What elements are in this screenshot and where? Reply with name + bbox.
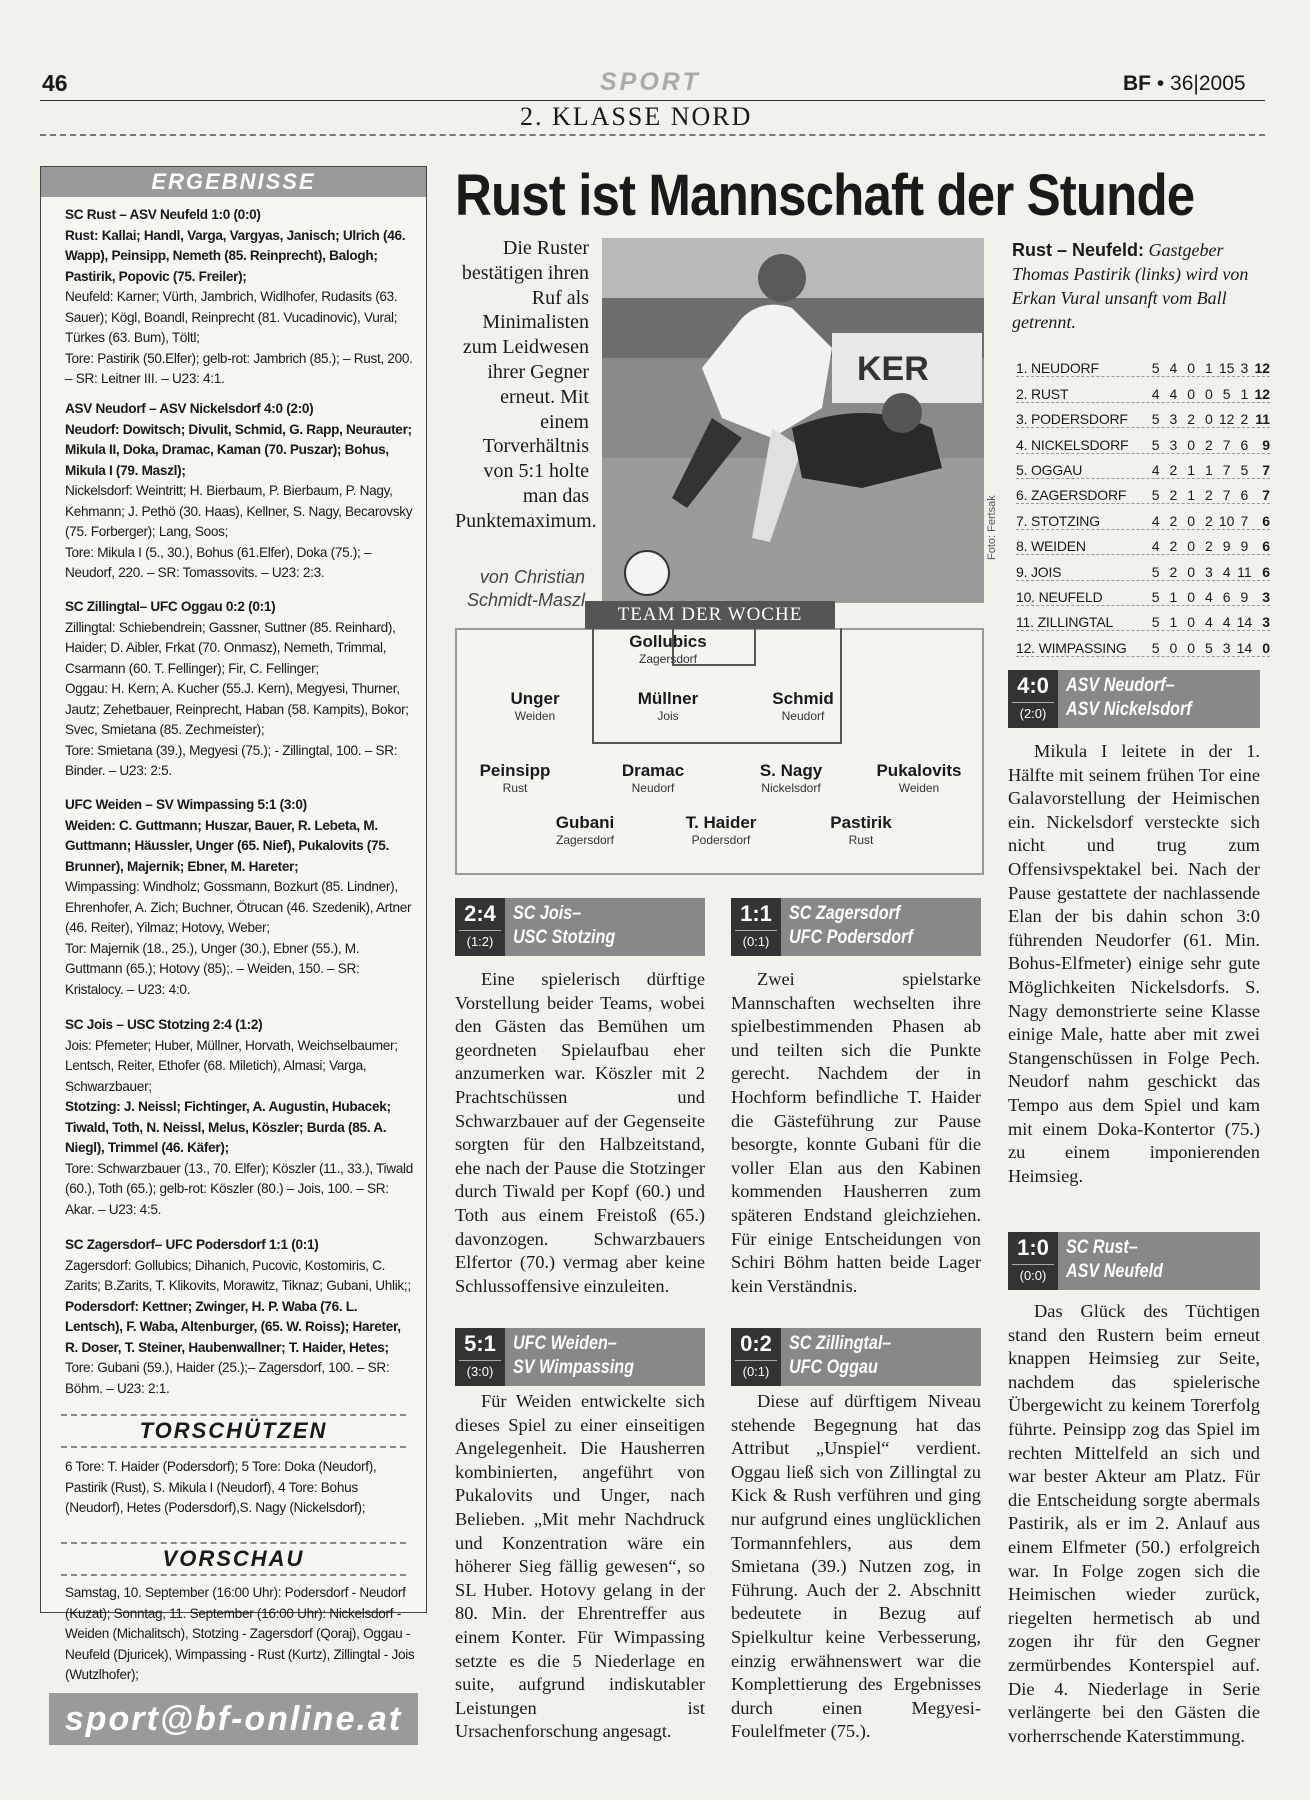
- standings-u: 0: [1187, 639, 1195, 656]
- report-team-away: ASV Neufeld: [1066, 1261, 1163, 1282]
- page-number: 46: [42, 70, 68, 96]
- standings-team: [1016, 462, 1147, 478]
- standings-tp: 15: [1218, 360, 1235, 377]
- final-score: 2:4: [464, 901, 496, 926]
- report-text: Das Glück des Tüchtigen stand den Rustern beim erneut knappen Heimsieg zur Seite, nachdem das spielerische Übergewicht zu keinem Torerfolg führte. Peinsipp zog das Spiel im rechten Mittelfeld an sich und war bester Akteur am Platz. Für die Entscheidung sorgte abermals Pastirik, als er im 2. Anlauf aus einem Elfmeter (50.) erfolgreich war. In Folge zogen sich die Heimischen wieder zurück, riegelten hermetisch ab und zogen ihr für den Gegner zermürbendes Konterspiel auf. Die 4. Niederlage in Serie verlängerte bei den Gästen die vorherrschende Katerstimmung.: [1008, 1301, 1260, 1746]
- player-card: [786, 814, 936, 848]
- lineup-home: Rust: Kallai; Handl, Varga, Vargyas, Janisch; Ulrich (46. Wapp), Peinsipp, Nemeth (85. Reinprecht), Balogh; Pastirik, Popovic (75. Freiler);: [65, 227, 406, 284]
- standings-team-name: OGGAU: [1030, 461, 1083, 478]
- player-name: Pukalovits: [876, 761, 962, 780]
- standings-team-name: ZILLINGTAL: [1037, 614, 1114, 631]
- standings-team: [1016, 360, 1147, 376]
- standings-row: [1016, 555, 1270, 580]
- standings-sp: 4: [1151, 538, 1160, 555]
- match-result: [65, 795, 415, 1000]
- report-body: [1008, 740, 1260, 1188]
- score-box: [455, 1328, 705, 1386]
- standings-sp: 4: [1151, 512, 1160, 529]
- standings-team: [1016, 513, 1147, 529]
- report-body: [455, 1390, 705, 1744]
- halftime-score: (1:2): [459, 930, 501, 953]
- photo-credit: Foto: Fertsak: [986, 495, 998, 560]
- standings-s: 2: [1169, 563, 1178, 580]
- player-name: S. Nagy: [759, 761, 823, 780]
- report-team-home: ASV Neudorf–: [1066, 675, 1175, 696]
- match-info: Tore: Pastirik (50.Elfer); gelb-rot: Jambrich (85.); – Rust, 200. – SR: Leitner III. – U23: 4:1.: [65, 350, 413, 386]
- player-club: Jois: [657, 709, 679, 723]
- report-teams: [1066, 674, 1192, 722]
- scorers-title: TORSCHÜTZEN: [61, 1414, 406, 1448]
- standings-team-name: WEIDEN: [1030, 538, 1086, 555]
- player-name: Müllner: [637, 689, 699, 708]
- standings-rank: 3.: [1016, 411, 1028, 428]
- standings-tp: 9: [1222, 538, 1231, 555]
- standings-rank: 7.: [1016, 512, 1028, 529]
- match-heading: UFC Weiden – SV Wimpassing 5:1 (3:0): [65, 797, 307, 812]
- standings-team: [1016, 411, 1147, 427]
- standings-rank: 8.: [1016, 538, 1028, 555]
- standings-tp: 6: [1222, 588, 1231, 605]
- report-teams: [789, 902, 913, 950]
- standings-row: [1016, 428, 1270, 453]
- standings-s: 3: [1169, 411, 1178, 428]
- lineup-home: Weiden: C. Guttmann; Huszar, Bauer, R. Lebeta, M. Guttmann; Häussler, Unger (65. Nief), Pukalovits (75. Brunner), Majernik; Ebner, M. Hareter;: [65, 817, 390, 874]
- match-result: [65, 399, 415, 584]
- standings-n: 0: [1204, 411, 1213, 428]
- lineup-away: Wimpassing: Windholz; Gossmann, Bozkurt (85. Lindner), Ehrenhofer, A. Zich; Buchner, Ötrucan (46. Szedenik), Artner (46. Reiter), Yilmaz; Hotovy, Weber;: [65, 879, 412, 935]
- score-badge: [455, 898, 505, 956]
- score-box: [1008, 1232, 1260, 1290]
- final-score: 5:1: [464, 1331, 496, 1356]
- standings-n: 2: [1204, 512, 1213, 529]
- standings-row: [1016, 352, 1270, 377]
- standings-points: 7: [1262, 461, 1271, 478]
- standings-points: 3: [1262, 588, 1271, 605]
- issue-info: [1123, 72, 1246, 96]
- match-heading: ASV Neudorf – ASV Nickelsdorf 4:0 (2:0): [65, 401, 314, 416]
- standings-n: 0: [1204, 385, 1213, 402]
- player-club: Nickelsdorf: [761, 781, 821, 795]
- player-card: [728, 690, 878, 724]
- section-title: SPORT: [600, 68, 701, 96]
- standings-sp: 5: [1151, 588, 1160, 605]
- standings-s: 1: [1169, 588, 1178, 605]
- player-card: [844, 762, 994, 796]
- standings-tm: 6: [1240, 487, 1249, 504]
- standings-n: 4: [1204, 588, 1213, 605]
- standings-row: [1016, 377, 1270, 402]
- player-club: Neudorf: [781, 709, 825, 723]
- standings-tm: 9: [1240, 588, 1249, 605]
- standings-tm: 14: [1236, 639, 1253, 656]
- standings-u: 1: [1187, 487, 1195, 504]
- photo-caption: [1012, 238, 1274, 334]
- player-card: [578, 762, 728, 796]
- standings-tp: 5: [1222, 385, 1231, 402]
- contact-email-banner: sport@bf-online.at: [49, 1693, 418, 1745]
- score-box: [455, 898, 705, 956]
- report-team-home: SC Jois–: [513, 903, 582, 924]
- report-text: Eine spielerisch dürftige Vorstellung beider Teams, wobei den Gästen das Bemühen um geordneten Spielaufbau eher anzumerken war. Köszler mit 2 Prachtschüssen und Schwarzbauer auf der Gegenseite sorgten für den Halbzeitstand, ehe nach der Pause die Stotzinger durch Tiwald per Kopf (60.) und Toth aus einem Freistoß (65.) davonzogen. Schwarzbauers Elfertor (70.) vermag aber keine Schlussoffensive einzuleiten.: [455, 969, 705, 1296]
- final-score: 1:1: [740, 901, 772, 926]
- standings-tp: 7: [1222, 487, 1231, 504]
- report-teams: [513, 902, 615, 950]
- halftime-score: (0:0): [1012, 1264, 1054, 1287]
- player-name: Peinsipp: [479, 761, 551, 780]
- player-name: Gubani: [555, 813, 615, 832]
- standings-tm: 7: [1240, 512, 1249, 529]
- player-card: [440, 762, 590, 796]
- lineup-away: Podersdorf: Kettner; Zwinger, H. P. Waba (76. L. Lentsch), F. Waba, Altenburger, (65. W. Roiss); Hareter, R. Doser, T. Steiner, Haubenwallner; T. Haider, Hetes;: [65, 1298, 401, 1355]
- standings-tm: 2: [1240, 411, 1249, 428]
- standings-rank: 9.: [1016, 563, 1028, 580]
- standings-team-name: NEUDORF: [1030, 360, 1099, 377]
- standings-n: 5: [1204, 639, 1213, 656]
- league-title: 2. KLASSE NORD: [520, 102, 753, 131]
- standings-n: 2: [1204, 538, 1213, 555]
- header-dashed-rule: [40, 134, 1265, 136]
- standings-n: 2: [1204, 487, 1213, 504]
- standings-tm: 9: [1240, 538, 1249, 555]
- report-team-home: SC Rust–: [1066, 1237, 1138, 1258]
- standings-points: 12: [1254, 385, 1271, 402]
- report-text: Diese auf dürftigem Niveau stehende Begegnung hat das Attribut „Unspiel“ verdient. Oggau ließ sich von Zillingtal zu Kick & Rush verführen und ging nur aufgrund eines unglücklichen Tormannfehlers, aus dem Smietana (39.) Nutzen zog, in Führung. Auch der 2. Abschnitt bedeutete in Bezug auf Spielkultur keine Verbesserung, einzig erwähnenswert war die Komplettierung des Ergebnisses durch einen Megyesi-Foulelfmeter (75.).: [731, 1391, 981, 1742]
- report-team-home: SC Zagersdorf: [789, 903, 901, 924]
- standings-u: 0: [1187, 385, 1195, 402]
- article-headline: Rust ist Mannschaft der Stunde: [455, 163, 1195, 228]
- report-body: [731, 1390, 981, 1744]
- standings-sp: 5: [1151, 411, 1160, 428]
- standings-points: 9: [1262, 436, 1271, 453]
- standings-row: [1016, 454, 1270, 479]
- report-team-away: ASV Nickelsdorf: [1066, 699, 1192, 720]
- report-text: Mikula I leitete in der 1. Hälfte mit seinem frühen Tor eine Galavorstellung der Heimischen ein. Nickelsdorf versteckte sich nicht und trug zum Offensivspektakel bei. Nach der Pause gestattete der nachlassende Elan der bis dahin schon 3:0 führenden Neudorfer (61. Min. Bohus-Elfmeter) einige sehr gute Möglichkeiten Nickelsdorfs. S. Nagy demonstrierte seine Klasse einige Male, hatte aber mit zwei Stangenschüssen in Folge Pech. Neudorf nahm geschickt das Tempo aus dem Spiel und kam mit einem Doka-Kontertor (75.) zu einem imponierenden Heimsieg.: [1008, 741, 1260, 1186]
- match-info: Tore: Schwarzbauer (13., 70. Elfer); Köszler (11., 33.), Tiwald (60.), Toth (65.); gelb-rot: Köszler (80.) – Jois, 100. – SR: Akar. – U23: 4:5.: [65, 1160, 414, 1217]
- standings-team-name: WIMPASSING: [1038, 639, 1127, 656]
- standings-n: 4: [1204, 614, 1213, 631]
- standings-team: [1016, 538, 1147, 554]
- standings-tm: 14: [1236, 614, 1253, 631]
- caption-lead: Rust – Neufeld:: [1012, 240, 1145, 260]
- standings-n: 1: [1204, 360, 1213, 377]
- match-photo-image: [602, 238, 984, 603]
- standings-tp: 10: [1218, 512, 1235, 529]
- match-result: [65, 1015, 415, 1220]
- standings-tp: 4: [1222, 614, 1231, 631]
- match-result: [65, 1235, 415, 1399]
- standings-rank: 11.: [1016, 614, 1034, 631]
- standings-u: 1: [1187, 461, 1195, 478]
- report-body: [731, 968, 981, 1298]
- player-card: [510, 814, 660, 848]
- player-club: Rust: [848, 833, 874, 847]
- standings-team-name: RUST: [1030, 385, 1069, 402]
- author-name: Christian Schmidt-Maszl: [466, 567, 585, 610]
- final-score: 1:0: [1017, 1235, 1049, 1260]
- scorers-text: 6 Tore: T. Haider (Podersdorf); 5 Tore: Doka (Neudorf), Pastirik (Rust), S. Mikula I (Neudorf), 4 Tore: Bohus (Neudorf), Hetes (Podersdorf),S. Nagy (Nickelsdorf);: [65, 1459, 377, 1515]
- standings-tm: 11: [1237, 563, 1252, 580]
- standings-rank: 6.: [1016, 487, 1028, 504]
- standings-s: 2: [1169, 538, 1178, 555]
- score-box: [731, 1328, 981, 1386]
- match-heading: SC Zillingtal– UFC Oggau 0:2 (0:1): [65, 599, 276, 614]
- standings-u: 0: [1187, 360, 1195, 377]
- player-club: Zagersdorf: [638, 652, 698, 666]
- standings-team: [1016, 614, 1147, 630]
- score-badge: [1008, 670, 1058, 728]
- standings-row: [1016, 581, 1270, 606]
- player-club: Zagersdorf: [555, 833, 615, 847]
- standings-team: [1016, 640, 1147, 656]
- standings-points: 11: [1255, 411, 1271, 428]
- report-text: Zwei spielstarke Mannschaften wechselten ihre spielbestimmenden Phasen ab und teilten sich die Punkte gerecht. Nachdem der in Hochform befindliche T. Haider die Gästeführung zur Pause besorgte, konnte Gubani für die voller Elan aus den Kabinen kommenden Hausherren zum späteren Endstand gleichziehen. Für einige Entscheidungen von Schiri Böhm hatten beide Lager kein Verständnis.: [731, 969, 981, 1296]
- standings-s: 4: [1169, 385, 1178, 402]
- match-photo: [602, 238, 984, 603]
- standings-row: [1016, 403, 1270, 428]
- report-team-home: SC Zillingtal–: [789, 1333, 892, 1354]
- standings-rank: 12.: [1016, 639, 1035, 656]
- standings-n: 3: [1204, 563, 1213, 580]
- standings-u: 2: [1187, 411, 1195, 428]
- report-text: Für Weiden entwickelte sich dieses Spiel zu einer einseitigen Angelegenheit. Die Hausherren kombinierten, angeführt von Pukalovits und Unger, nach Belieben. „Mit mehr Nachdruck und Konzentration wäre ein höherer Sieg fällig gewesen“, so SL Huber. Hotovy gelang in der 80. Min. der Ehrentreffer aus einem Konter. Für Wimpassing setzte es die 5 Niederlage en suite, aufgrund indiskutabler Leistungen ist Ursachenforschung angesagt.: [455, 1391, 705, 1742]
- match-result: [65, 597, 415, 782]
- final-score: 4:0: [1017, 673, 1049, 698]
- standings-rank: 4.: [1016, 436, 1028, 453]
- svg-text:KER: KER: [857, 350, 929, 388]
- standings-u: 0: [1187, 614, 1195, 631]
- standings-points: 7: [1262, 487, 1271, 504]
- score-badge: [731, 1328, 781, 1386]
- standings-team: [1016, 386, 1147, 402]
- caption-text: Gastgeber Thomas Pastirik (links) wird von Erkan Vural unsanft vom Ball getrennt.: [1012, 240, 1249, 332]
- standings-tm: 6: [1240, 436, 1249, 453]
- report-teams: [513, 1332, 634, 1380]
- score-badge: [731, 898, 781, 956]
- player-name: Dramac: [621, 761, 685, 780]
- standings-rank: 1.: [1016, 360, 1028, 377]
- standings-s: 2: [1169, 512, 1178, 529]
- standings-tp: 7: [1222, 436, 1231, 453]
- player-name: Pastirik: [830, 813, 892, 832]
- report-body: [1008, 1300, 1260, 1748]
- final-score: 0:2: [740, 1331, 772, 1356]
- halftime-score: (3:0): [459, 1360, 501, 1383]
- standings-s: 3: [1169, 436, 1178, 453]
- report-team-away: SV Wimpassing: [513, 1357, 635, 1378]
- preview-title: VORSCHAU: [61, 1542, 406, 1576]
- standings-rank: 10.: [1016, 588, 1035, 605]
- standings-points: 6: [1262, 538, 1271, 555]
- lineup-away: Stotzing: J. Neissl; Fichtinger, A. Augustin, Hubacek; Tiwald, Toth, N. Neissl, Melus, Köszler; Burda (85. A. Niegl), Trimmel (46. Käfer);: [65, 1099, 391, 1155]
- standings-team-name: STOTZING: [1030, 512, 1100, 529]
- player-club: Weiden: [514, 709, 556, 723]
- match-info: Tor: Majernik (18., 25.), Unger (30.), Ebner (55.), M. Guttmann (65.); Hotovy (85);. – Weiden, 150. – SR: Kristalocy. – U23: 4:0.: [65, 940, 360, 997]
- standings-team-name: JOIS: [1030, 563, 1062, 580]
- report-team-away: USC Stotzing: [513, 927, 616, 948]
- standings-tp: 7: [1222, 461, 1231, 478]
- standings-s: 2: [1169, 487, 1178, 504]
- player-name: Unger: [510, 689, 560, 708]
- article-intro: Die Ruster bestätigen ihren Ruf als Minimalisten zum Leidwesen ihrer Gegner erneut. Mit einem Torverhältnis von 5:1 holte man das Punktemaximum.: [455, 237, 597, 532]
- standings-n: 2: [1204, 436, 1213, 453]
- standings-points: 3: [1262, 614, 1271, 631]
- report-team-away: UFC Oggau: [789, 1357, 878, 1378]
- standings-u: 0: [1187, 588, 1195, 605]
- team-of-week-label: TEAM DER WOCHE: [585, 601, 835, 629]
- standings-tp: 4: [1222, 563, 1231, 580]
- standings-points: 6: [1262, 563, 1271, 580]
- standings-team: [1016, 437, 1147, 453]
- standings-row: [1016, 479, 1270, 504]
- standings-rank: 2.: [1016, 385, 1028, 402]
- issue-number: • 36|2005: [1156, 72, 1246, 95]
- standings-sp: 4: [1151, 461, 1160, 478]
- standings-rank: 5.: [1016, 461, 1028, 478]
- header-rule: [40, 100, 1265, 101]
- match-info: Tore: Gubani (59.), Haider (25.);– Zagersdorf, 100. – SR: Böhm. – U23: 2:1.: [65, 1360, 390, 1396]
- match-heading: SC Jois – USC Stotzing 2:4 (1:2): [65, 1017, 263, 1032]
- match-info: Tore: Smietana (39.), Megyesi (75.); - Zillingtal, 100. – SR: Binder. – U23: 2:5.: [65, 742, 398, 778]
- standings-sp: 5: [1151, 639, 1160, 656]
- standings-s: 0: [1169, 639, 1178, 656]
- match-result: [65, 205, 415, 390]
- halftime-score: (0:1): [735, 1360, 777, 1383]
- lineup-home: Zillingtal: Schiebendrein; Gassner, Suttner (85. Reinhard), Haider; D. Aibler, Frkat (70. Onmasz), Nemeth, Trimmal, Csarmann (60. T. Fellinger); Fir, C. Fellinger;: [65, 619, 396, 676]
- standings-tm: 1: [1240, 385, 1249, 402]
- report-body: [455, 968, 705, 1298]
- standings-team-name: PODERSDORF: [1030, 411, 1128, 428]
- player-club: Weiden: [898, 781, 940, 795]
- standings-sp: 5: [1151, 436, 1160, 453]
- standings-tm: 3: [1240, 360, 1249, 377]
- report-team-away: UFC Podersdorf: [789, 927, 913, 948]
- player-card: [646, 814, 796, 848]
- player-name: Gollubics: [629, 632, 707, 651]
- standings-u: 0: [1187, 563, 1195, 580]
- score-box: [731, 898, 981, 956]
- standings-sp: 5: [1151, 487, 1160, 504]
- standings-team: [1016, 589, 1147, 605]
- standings-sp: 4: [1151, 385, 1160, 402]
- standings-points: 12: [1254, 360, 1271, 377]
- lineup-home: Neudorf: Dowitsch; Divulit, Schmid, G. Rapp, Neurauter; Mikula II, Doka, Dramac, Kaman (70. Puszar); Bohus, Mikula I (79. Maszl);: [65, 421, 412, 478]
- preview-text: Samstag, 10. September (16:00 Uhr): Podersdorf - Neudorf (Kuzat); Sonntag, 11. September (16:00 Uhr): Nickelsdorf - Weiden (Michalitsch), Stotzing - Zagersdorf (Qoraj), Oggau - Neufeld (Djuricek), Wimpassing - Rust (Kurtz), Zillingtal - Jois (Wutzlhofer);: [65, 1585, 415, 1682]
- player-club: Rust: [502, 781, 528, 795]
- standings-team-name: ZAGERSDORF: [1030, 487, 1127, 504]
- results-column: [40, 166, 427, 1738]
- match-heading: SC Rust – ASV Neufeld 1:0 (0:0): [65, 207, 261, 222]
- standings-points: 6: [1262, 512, 1271, 529]
- lineup-away: Oggau: H. Kern; A. Kucher (55.J. Kern), Megyesi, Thurner, Jautz; Zehetbauer, Reinprecht, Haban (58. Kampits), Bokor; Svec, Smietana (85. Zechmeister);: [65, 681, 409, 737]
- standings-u: 0: [1187, 436, 1195, 453]
- standings-sp: 5: [1151, 614, 1160, 631]
- standings-row: [1016, 530, 1270, 555]
- standings-sp: 5: [1151, 563, 1160, 580]
- standings-team-name: NICKELSDORF: [1030, 436, 1129, 453]
- halftime-score: (0:1): [735, 930, 777, 953]
- standings-s: 2: [1169, 461, 1178, 478]
- publication-name: BF: [1123, 72, 1151, 95]
- player-card: [460, 690, 610, 724]
- standings-s: 1: [1169, 614, 1178, 631]
- standings-team: [1016, 564, 1147, 580]
- lineup-home: Zagersdorf: Gollubics; Dihanich, Pucovic, Kostomiris, C. Zarits; B.Zarits, T. Klikovits, Morawitz, Tiknaz; Gubani, Uhlik;;: [65, 1257, 411, 1293]
- report-teams: [1066, 1236, 1163, 1284]
- report-teams: [789, 1332, 891, 1380]
- match-info: Tore: Mikula I (5., 30.), Bohus (61.Elfer), Doka (75.); – Neudorf, 220. – SR: Tomassovits. – U23: 2:3.: [65, 544, 372, 580]
- standings-row: [1016, 631, 1270, 656]
- player-card: [593, 633, 743, 667]
- lineup-home: Jois: Pfemeter; Huber, Müllner, Horvath, Weichselbaumer; Lentsch, Reiter, Ethofer (68. Miletich), Almasi; Varga, Schwarzbauer;: [65, 1037, 398, 1094]
- lineup-away: Nickelsdorf: Weintritt; H. Bierbaum, P. Bierbaum, P. Nagy, Kehmann; J. Pethö (30. Haas), Kellner, S. Nagy, Becarovsky (75. Forberger); Lang, Soos;: [65, 483, 413, 539]
- standings-tp: 12: [1218, 411, 1235, 428]
- score-badge: [1008, 1232, 1058, 1290]
- author-prefix: von: [479, 567, 509, 587]
- standings-tp: 3: [1222, 639, 1231, 656]
- standings-n: 1: [1204, 461, 1213, 478]
- standings-sp: 5: [1151, 360, 1160, 377]
- player-club: Neudorf: [631, 781, 675, 795]
- standings-team: [1016, 487, 1147, 503]
- player-club: Podersdorf: [691, 833, 751, 847]
- standings-points: 0: [1262, 639, 1271, 656]
- report-team-home: UFC Weiden–: [513, 1333, 617, 1354]
- standings-u: 0: [1187, 538, 1195, 555]
- match-heading: SC Zagersdorf– UFC Podersdorf 1:1 (0:1): [65, 1237, 319, 1252]
- player-name: T. Haider: [685, 813, 757, 832]
- standings-tm: 5: [1240, 461, 1249, 478]
- results-title: ERGEBNISSE: [41, 167, 426, 197]
- standings-table: [1016, 352, 1270, 657]
- player-name: Schmid: [772, 689, 834, 708]
- halftime-score: (2:0): [1012, 702, 1054, 725]
- score-box: [1008, 670, 1260, 728]
- score-badge: [455, 1328, 505, 1386]
- player-card: [593, 690, 743, 724]
- standings-u: 0: [1187, 512, 1195, 529]
- standings-row: [1016, 606, 1270, 631]
- article-author: [455, 566, 585, 612]
- standings-team-name: NEUFELD: [1038, 588, 1103, 605]
- standings-s: 4: [1169, 360, 1178, 377]
- standings-row: [1016, 504, 1270, 529]
- lineup-away: Neufeld: Karner; Vürth, Jambrich, Widlhofer, Rudasits (63. Sauer); Kögl, Boandl, Reinprecht (81. Vucadinovic), Vural; Türkes (63. Bum), Töltl;: [65, 289, 398, 345]
